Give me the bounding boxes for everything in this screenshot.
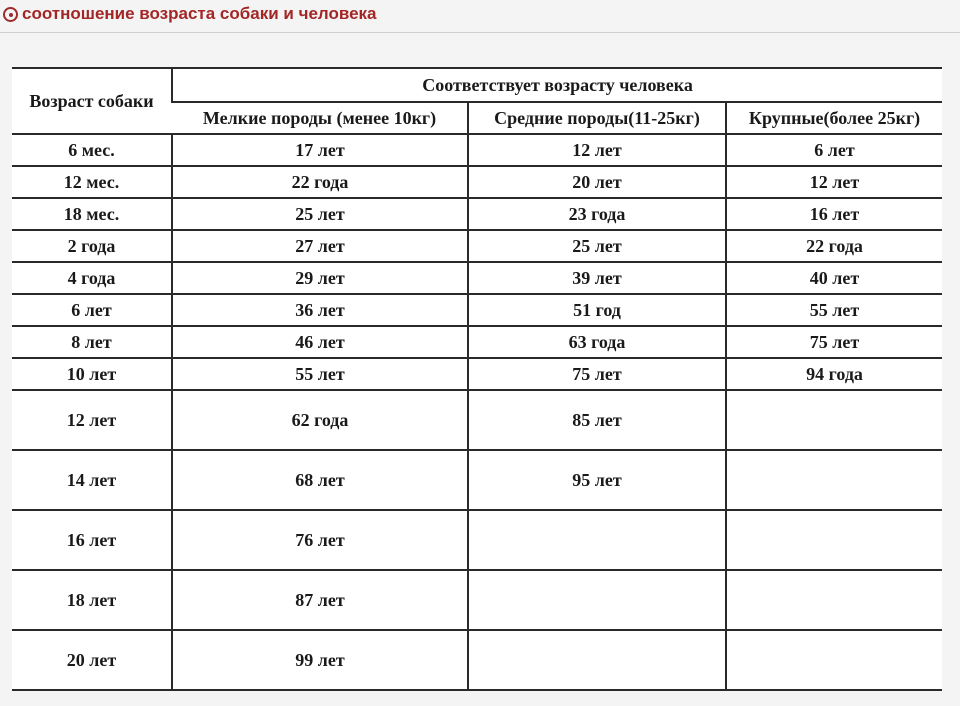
cell-large: 40 лет xyxy=(726,262,942,294)
cell-small: 55 лет xyxy=(172,358,468,390)
table-row xyxy=(12,570,942,630)
cell-small: 27 лет xyxy=(172,230,468,262)
cell-dog-age: 12 мес. xyxy=(12,166,172,198)
cell-medium: 25 лет xyxy=(468,230,726,262)
header-large-breeds: Крупные(более 25кг) xyxy=(726,102,942,134)
cell-dog-age: 16 лет xyxy=(12,510,172,570)
cell-dog-age: 12 лет xyxy=(12,390,172,450)
cell-small: 87 лет xyxy=(172,570,468,630)
cell-small: 99 лет xyxy=(172,630,468,690)
cell-medium: 63 года xyxy=(468,326,726,358)
cell-dog-age: 14 лет xyxy=(12,450,172,510)
table-header-row xyxy=(12,68,942,102)
table-row xyxy=(12,510,942,570)
table-row xyxy=(12,358,942,390)
cell-small: 36 лет xyxy=(172,294,468,326)
age-comparison-table xyxy=(12,67,942,691)
cell-large xyxy=(726,630,942,690)
page-header xyxy=(0,0,960,36)
cell-medium: 51 год xyxy=(468,294,726,326)
table-row xyxy=(12,294,942,326)
header-dog-age: Возраст собаки xyxy=(12,68,172,134)
cell-large: 94 года xyxy=(726,358,942,390)
table-row xyxy=(12,230,942,262)
cell-large xyxy=(726,390,942,450)
cell-small: 76 лет xyxy=(172,510,468,570)
cell-medium: 12 лет xyxy=(468,134,726,166)
cell-dog-age: 6 мес. xyxy=(12,134,172,166)
cell-dog-age: 10 лет xyxy=(12,358,172,390)
cell-large: 22 года xyxy=(726,230,942,262)
cell-small: 22 года xyxy=(172,166,468,198)
cell-dog-age: 18 лет xyxy=(12,570,172,630)
cell-small: 29 лет xyxy=(172,262,468,294)
page-title: соотношение возраста собаки и человека xyxy=(22,4,377,23)
cell-large xyxy=(726,510,942,570)
cell-small: 17 лет xyxy=(172,134,468,166)
table-row xyxy=(12,450,942,510)
cell-large: 16 лет xyxy=(726,198,942,230)
cell-large xyxy=(726,570,942,630)
cell-large: 12 лет xyxy=(726,166,942,198)
cell-large xyxy=(726,450,942,510)
cell-dog-age: 4 года xyxy=(12,262,172,294)
cell-medium: 39 лет xyxy=(468,262,726,294)
cell-dog-age: 6 лет xyxy=(12,294,172,326)
cell-dog-age: 20 лет xyxy=(12,630,172,690)
cell-dog-age: 18 мес. xyxy=(12,198,172,230)
cell-medium: 85 лет xyxy=(468,390,726,450)
header-medium-breeds: Средние породы(11-25кг) xyxy=(468,102,726,134)
cell-medium: 20 лет xyxy=(468,166,726,198)
header-human-age: Соответствует возрасту человека xyxy=(172,68,942,102)
cell-medium: 95 лет xyxy=(468,450,726,510)
cell-large: 55 лет xyxy=(726,294,942,326)
table-row xyxy=(12,134,942,166)
cell-dog-age: 8 лет xyxy=(12,326,172,358)
cell-medium xyxy=(468,630,726,690)
table-row xyxy=(12,198,942,230)
cell-small: 62 года xyxy=(172,390,468,450)
table-row xyxy=(12,262,942,294)
target-icon xyxy=(3,7,18,22)
table-row xyxy=(12,390,942,450)
cell-medium: 75 лет xyxy=(468,358,726,390)
header-small-breeds: Мелкие породы (менее 10кг) xyxy=(172,102,468,134)
table-row xyxy=(12,630,942,690)
cell-large: 6 лет xyxy=(726,134,942,166)
cell-small: 25 лет xyxy=(172,198,468,230)
cell-large: 75 лет xyxy=(726,326,942,358)
header-divider xyxy=(0,32,960,33)
cell-medium xyxy=(468,510,726,570)
cell-small: 46 лет xyxy=(172,326,468,358)
table-row xyxy=(12,326,942,358)
cell-small: 68 лет xyxy=(172,450,468,510)
cell-dog-age: 2 года xyxy=(12,230,172,262)
table-row xyxy=(12,166,942,198)
cell-medium xyxy=(468,570,726,630)
cell-medium: 23 года xyxy=(468,198,726,230)
